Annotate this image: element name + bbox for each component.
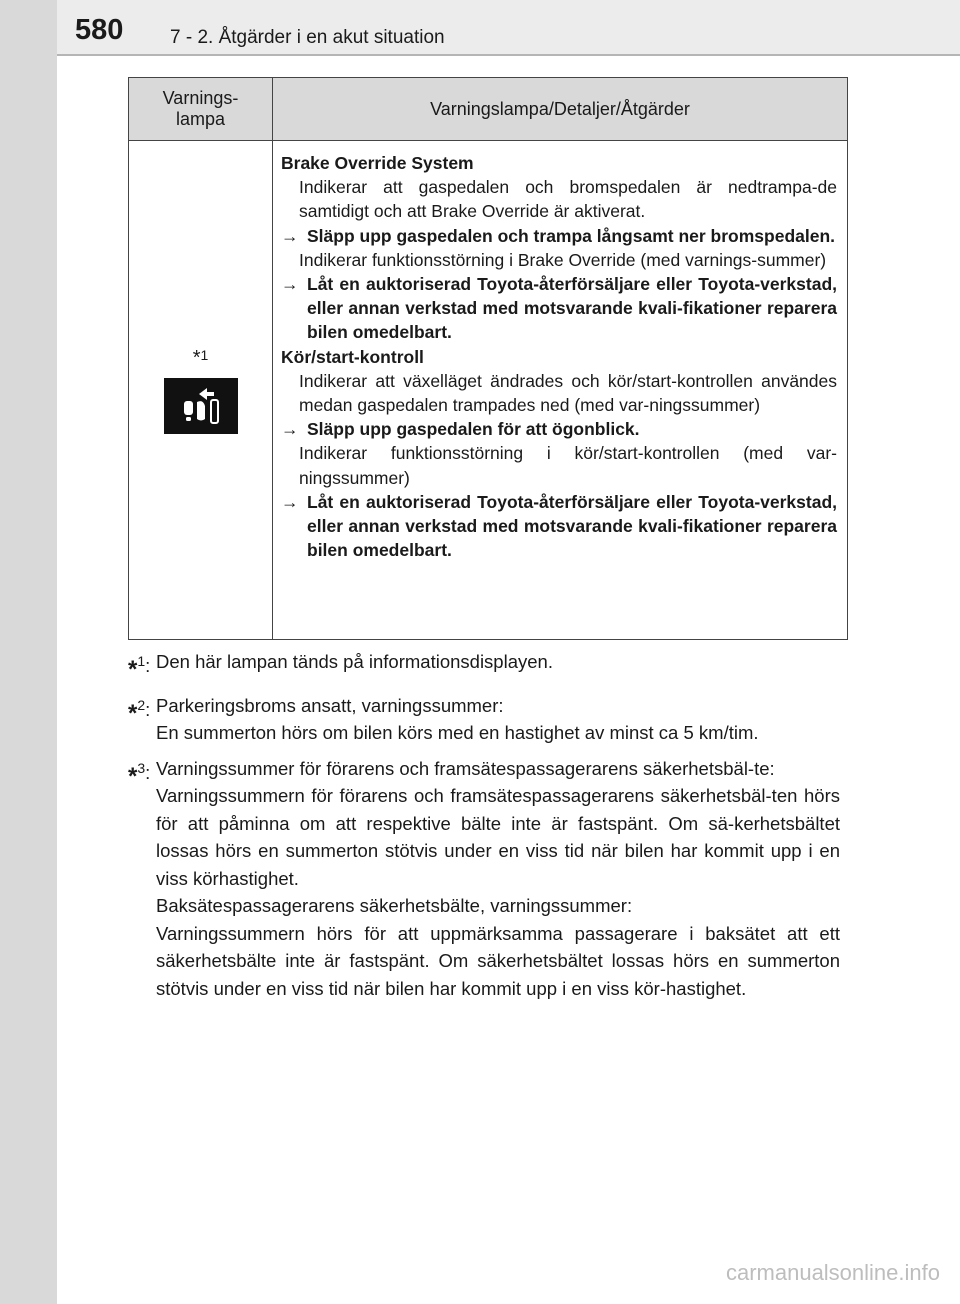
footnote-2 [128,692,840,747]
footnote-line: En summerton hörs om bilen körs med en hastighet av minst ca 5 km/tim. [156,722,759,743]
detail-text: Indikerar att växelläget ändrades och kör/start-kontrollen användes medan gaspedalen trampades ned (med var-ningssummer) [299,370,837,416]
footnote-marker: *$^2$: [128,696,151,727]
header-warning-lamp: Varnings- lampa [129,78,273,141]
detail-text: Indikerar funktionsstörning i Brake Override (med varnings-summer) [299,249,827,270]
detail-text: Indikerar att gaspedalen och bromspedalen är nedtrampa-de samtidigt och att Brake Override är aktiverat. [299,177,837,222]
footnote-marker: *$^3$: [128,759,151,790]
header-rule [57,54,960,56]
detail-action: → Släpp upp gaspedalen och trampa långsamt ner bromspedalen. [281,224,837,248]
arrow-right-icon: → [281,274,299,295]
arrow-right-icon: → [281,225,299,246]
footnote-marker: *$^1$: [128,653,151,683]
detail-action: → Låt en auktoriserad Toyota-återförsäljare eller Toyota-verkstad, eller annan verkstad med motsvarande kvali-fikationer reparera bilen omedelbart. [281,490,837,563]
warning-lamp-table [128,77,848,640]
section-title: 7 - 2. Åtgärder i en akut situation [170,27,445,48]
detail-title: Brake Override System [281,153,474,173]
page-number: 580 [75,14,124,46]
detail-action: → Släpp upp gaspedalen för att ögonblick. [281,417,837,441]
footnote-1 [128,648,840,684]
footnote-line: Baksätespassagerarens säkerhetsbälte, varningssummer: [156,895,633,916]
arrow-right-icon: → [281,491,299,512]
footnote-line: Den här lampan tänds på informationsdisplayen. [156,651,553,672]
details-cell [273,141,848,640]
table-header-row [129,78,848,141]
detail-title: Kör/start-kontroll [281,346,424,367]
watermark: carmanualsonline.info [725,1260,940,1285]
lamp-footnote-ref: *1 [192,346,209,369]
detail-text: Indikerar funktionsstörning i kör/start-kontrollen (med var-ningssummer) [299,443,837,488]
footnote-line: Varningssummer för förarens och framsätespassagerarens säkerhetsbäl-te: [156,757,775,779]
detail-action: → Låt en auktoriserad Toyota-återförsäljare eller Toyota-verkstad, eller annan verkstad med motsvarande kvali-fikationer reparera bilen omedelbart. [281,272,837,345]
footnote-line: Parkeringsbroms ansatt, varningssummer: [156,694,504,716]
brake-override-warning-icon [164,378,238,434]
footnote-line: Varningssummern för förarens och framsätespassagerarens säkerhetsbäl-ten hörs för att påminna om att respektive bälte inte är fastspänt. Om sä-kerhetsbältet lossas hörs en summerton stötvis under en viss tid när bilen har kommit upp i en viss körhastighet. [156,785,840,889]
left-margin-band [0,0,57,1304]
lamp-cell [129,141,273,640]
header-details: Varningslampa/Detaljer/Åtgärder [273,78,848,141]
footnote-line: Varningssummern hörs för att uppmärksamma passagerare i baksätet att ett säkerhetsbälte inte är fastspänt. Om säkerhetsbältet lossas hörs en summerton stötvis under en viss tid när bilen har kommit upp i en viss kör-hastighet. [156,922,840,999]
table-row [129,141,848,640]
footnotes [128,648,840,1010]
arrow-right-icon: → [281,419,299,440]
footnote-3 [128,755,840,1003]
